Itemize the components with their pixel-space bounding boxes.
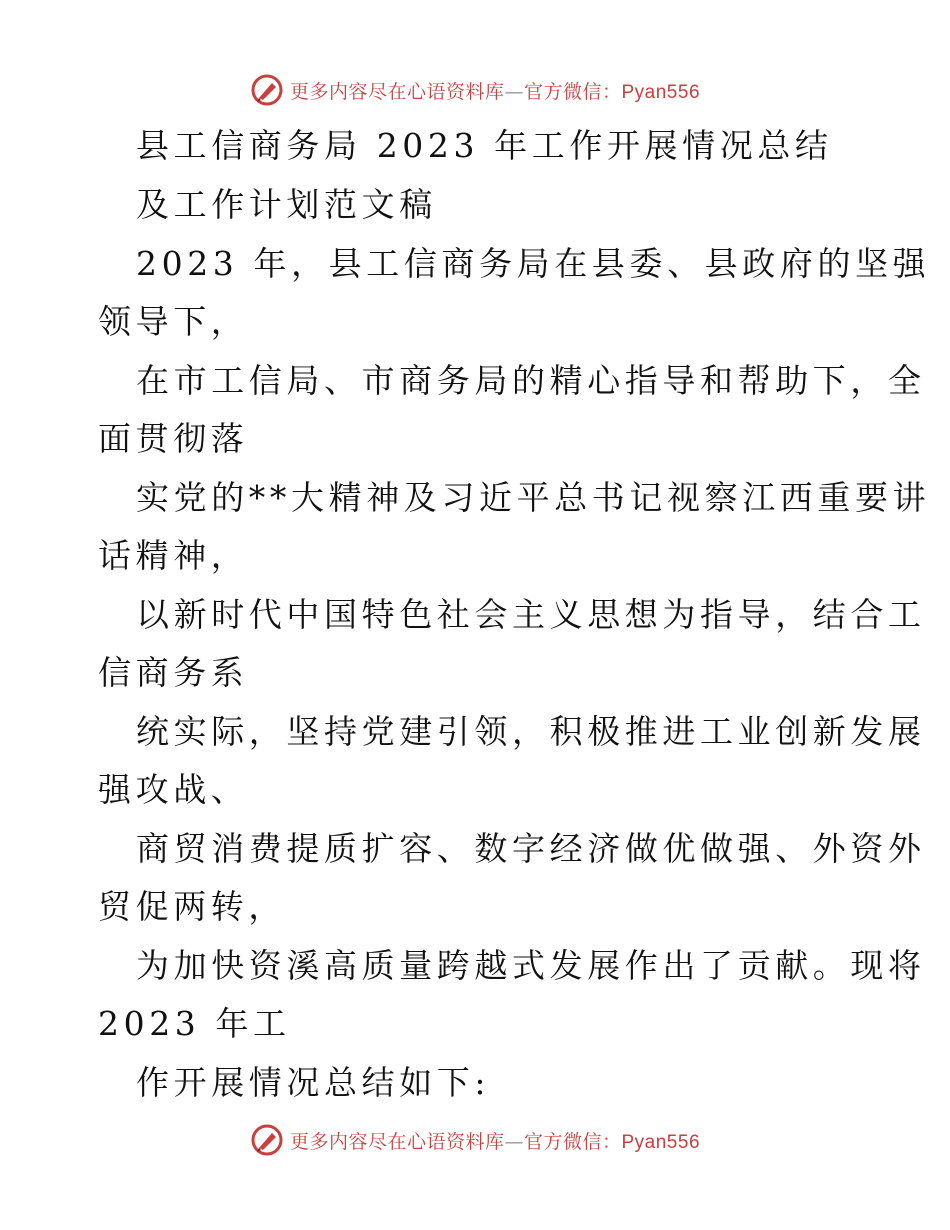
watermark-separator: — — [504, 80, 524, 103]
paragraph-line: 贸促两转， — [98, 887, 286, 926]
paragraph-line: 实党的**大精神及习近平总书记视察江西重要讲 — [136, 478, 931, 517]
document-title-line-1: 县工信商务局 2023 年工作开展情况总结 — [136, 126, 833, 165]
footer-watermark — [0, 1120, 950, 1160]
paragraph-line: 为加快资溪高质量跨越式发展作出了贡献。现将 — [136, 946, 926, 985]
document-title-line-2: 及工作计划范文稿 — [136, 185, 437, 224]
paragraph-line: 作开展情况总结如下: — [136, 1063, 491, 1102]
watermark-label: 官方微信： — [523, 80, 622, 103]
watermark-site: 更多内容尽在心语资料库 — [289, 1130, 505, 1153]
pen-logo-icon — [250, 1123, 284, 1157]
paragraph-line: 强攻战、 — [98, 770, 249, 809]
paragraph-line: 话精神， — [98, 536, 249, 575]
paragraph-line: 信商务系 — [98, 653, 249, 692]
watermark-label: 官方微信： — [523, 1130, 622, 1153]
paragraph-line: 商贸消费提质扩容、数字经济做优做强、外资外 — [136, 829, 926, 868]
watermark-site: 更多内容尽在心语资料库 — [289, 80, 505, 103]
paragraph-line: 以新时代中国特色社会主义思想为指导，结合工 — [136, 595, 926, 634]
paragraph-line: 领导下， — [98, 302, 249, 341]
watermark-id: Pyan556 — [621, 1131, 701, 1153]
paragraph-line: 统实际，坚持党建引领，积极推进工业创新发展 — [136, 712, 926, 751]
paragraph-line: 2023 年工 — [98, 1004, 291, 1043]
paragraph-line: 在市工信局、市商务局的精心指导和帮助下，全 — [136, 361, 926, 400]
watermark-id: Pyan556 — [621, 81, 701, 103]
paragraph-line: 2023 年，县工信商务局在县委、县政府的坚强 — [136, 244, 931, 283]
watermark-text — [290, 1127, 700, 1154]
paragraph-line: 面贯彻落 — [98, 419, 249, 458]
watermark-separator: — — [504, 1130, 524, 1153]
